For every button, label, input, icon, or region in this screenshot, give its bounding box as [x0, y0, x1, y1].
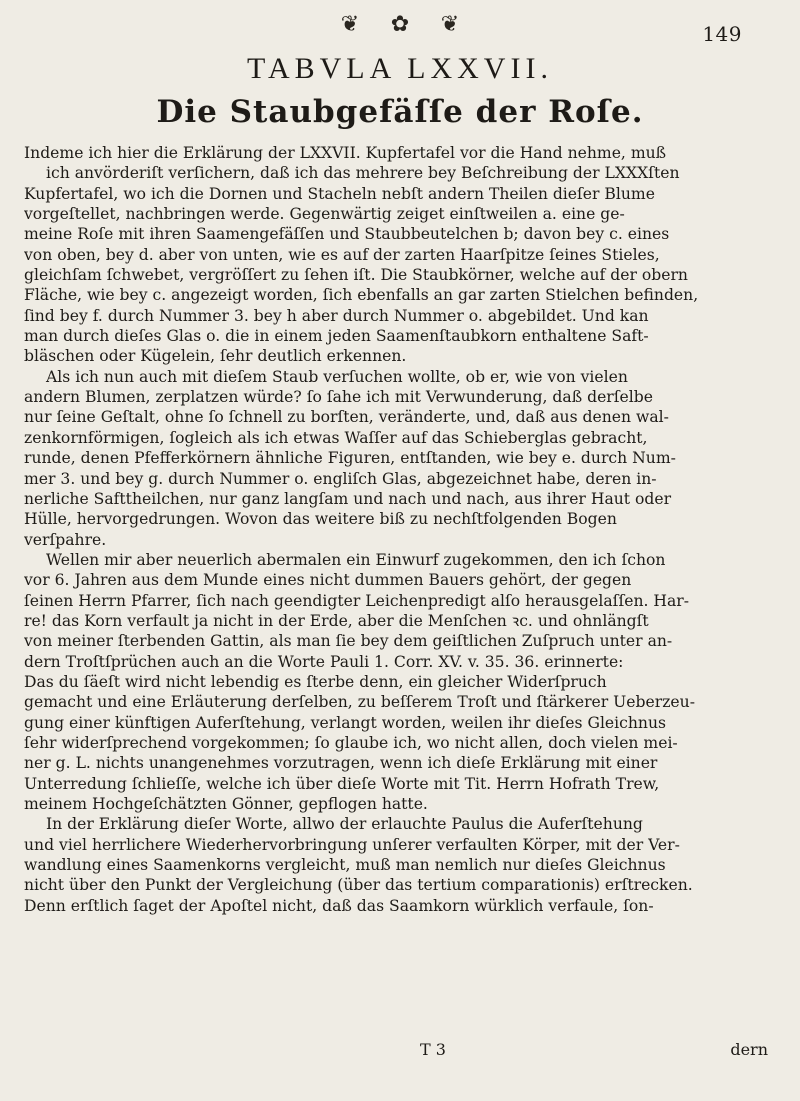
text-line: re! das Korn verfault ja nicht in der Erde, aber die Menſchen ꝛc. und ohnlängſt	[24, 611, 649, 630]
text-line: nur ſeine Geſtalt, ohne ſo ſchnell zu borſten, veränderte, und, daß aus denen wal-	[24, 408, 669, 427]
text-line: dern Troſtſprüchen auch an die Worte Pauli 1. Corr. XV. v. 35. 36. erinnerte:	[24, 652, 624, 671]
text-line: andern Blumen, zerplatzen würde? ſo ſahe ich mit Verwunderung, daß derſelbe	[24, 388, 653, 407]
signature-mark: T 3	[420, 1040, 446, 1059]
paragraph-3	[24, 550, 780, 814]
text-line: wandlung eines Saamenkorns vergleicht, muß man nemlich nur dieſes Gleichnus	[24, 856, 666, 875]
text-line: Indeme ich hier die Erklärung der LXXVII. Kupfertafel vor die Hand nehme, muß	[24, 144, 667, 162]
text-line: man durch dieſes Glas o. die in einem jeden Saamenſtaubkorn enthaltene Saft-	[24, 327, 649, 346]
text-line: zenkornförmigen, ſogleich als ich etwas Waſſer auf das Schieberglas gebracht,	[24, 428, 648, 447]
text-line: verſpahre.	[24, 530, 107, 549]
text-line: mer 3. und bey g. durch Nummer o. engliſch Glas, abgezeichnet habe, deren in-	[24, 469, 657, 488]
text-line: Fläche, wie bey c. angezeigt worden, ſich ebenfalls an gar zarten Stielchen befinden,	[24, 286, 699, 305]
text-line: Das du ſäeſt wird nicht lebendig es ſterbe denn, ein gleicher Widerſpruch	[24, 672, 607, 691]
ornament-left-icon: ❦	[340, 12, 360, 37]
page-title: Die Staubgefäſſe der Roſe.	[156, 94, 644, 130]
text-line: Kupfertafel, wo ich die Dornen und Stacheln nebſt andern Theilen dieſer Blume	[24, 184, 655, 203]
text-line: ner g. L. nichts unangenehmes vorzutragen, wenn ich dieſe Erklärung mit einer	[24, 754, 658, 773]
paragraph-4	[24, 814, 780, 916]
text-line: von meiner ſterbenden Gattin, als man ſie bey dem geiſtlichen Zuſpruch unter an-	[24, 632, 673, 651]
text-line: Unterredung ſchlieſſe, welche ich über dieſe Worte mit Tit. Herrn Hofrath Trew,	[24, 774, 660, 793]
text-line: Denn erſtlich ſaget der Apoſtel nicht, daß das Saamkorn würklich verfaule, ſon-	[24, 896, 654, 915]
paragraph-1	[24, 143, 780, 367]
paragraph-2	[24, 367, 780, 550]
text-line: gemacht und eine Erläuterung derſelben, zu beſſerem Troſt und ſtärkerer Ueberzeu-	[24, 693, 695, 712]
text-line: runde, denen Pfefferkörnern ähnliche Figuren, entſtanden, wie bey e. durch Num-	[24, 449, 676, 468]
text-line: meinem Hochgeſchätzten Gönner, gepflogen hatte.	[24, 795, 428, 813]
text-line: nerliche Safttheilchen, nur ganz langſam und nach und nach, aus ihrer Haut oder	[24, 489, 672, 508]
text-line: und viel herrlichere Wiederhervorbringung unſerer verfaulten Körper, mit der Ver-	[24, 835, 680, 854]
page-number: 149	[702, 22, 742, 46]
text-line: vorgeſtellet, nachbringen werde. Gegenwärtig zeiget einſtweilen a. eine ge-	[24, 205, 625, 224]
text-line: gleichſam ſchwebet, vergröſſert zu ſehen iſt. Die Staubkörner, welche auf der obern	[24, 266, 688, 285]
text-line: bläschen oder Kügelein, ſehr deutlich erkennen.	[24, 347, 407, 366]
text-line: Als ich nun auch mit dieſem Staub verſuchen wollte, ob er, wie von vielen	[46, 367, 628, 386]
ornament-right-icon: ❦	[440, 12, 460, 37]
text-line: von oben, bey d. aber von unten, wie es auf der zarten Haarſpitze ſeines Stieles,	[24, 245, 660, 264]
header-ornament	[330, 10, 470, 40]
text-line: Wellen mir aber neuerlich abermalen ein Einwurf zugekommen, den ich ſchon	[46, 550, 666, 569]
text-line: Hülle, hervorgedrungen. Wovon das weitere biß zu nechſtfolgenden Bogen	[24, 510, 617, 529]
text-line: ſind bey f. durch Nummer 3. bey h aber durch Nummer o. abgebildet. Und kan	[24, 306, 649, 325]
text-line: gung einer künftigen Auferſtehung, verlangt worden, weilen ihr dieſes Gleichnus	[24, 713, 667, 732]
text-line: ich anvörderiſt verſichern, daß ich das mehrere bey Beſchreibung der LXXXſten	[46, 164, 680, 183]
text-line: In der Erklärung dieſer Worte, allwo der erlauchte Paulus die Auferſtehung	[46, 815, 643, 834]
plate-heading: TABVLA LXXVII.	[247, 52, 553, 85]
text-line: vor 6. Jahren aus dem Munde eines nicht dummen Bauers gehört, der gegen	[24, 571, 632, 590]
text-line: nicht über den Punkt der Vergleichung (über das tertium comparationis) erſtrecken.	[24, 876, 693, 895]
text-line: ſeinen Herrn Pfarrer, ſich nach geendigter Leichenpredigt alſo herausgelaſſen. Har-	[24, 591, 690, 610]
catchword: dern	[730, 1040, 768, 1059]
text-line: ſehr widerſprechend vorgekommen; ſo glaube ich, wo nicht allen, doch vielen mei-	[24, 733, 678, 752]
ornament-center-icon: ✿	[390, 12, 410, 37]
text-line: meine Roſe mit ihren Saamengefäſſen und Staubbeutelchen b; davon bey c. eines	[24, 225, 670, 244]
body-text	[24, 143, 780, 916]
